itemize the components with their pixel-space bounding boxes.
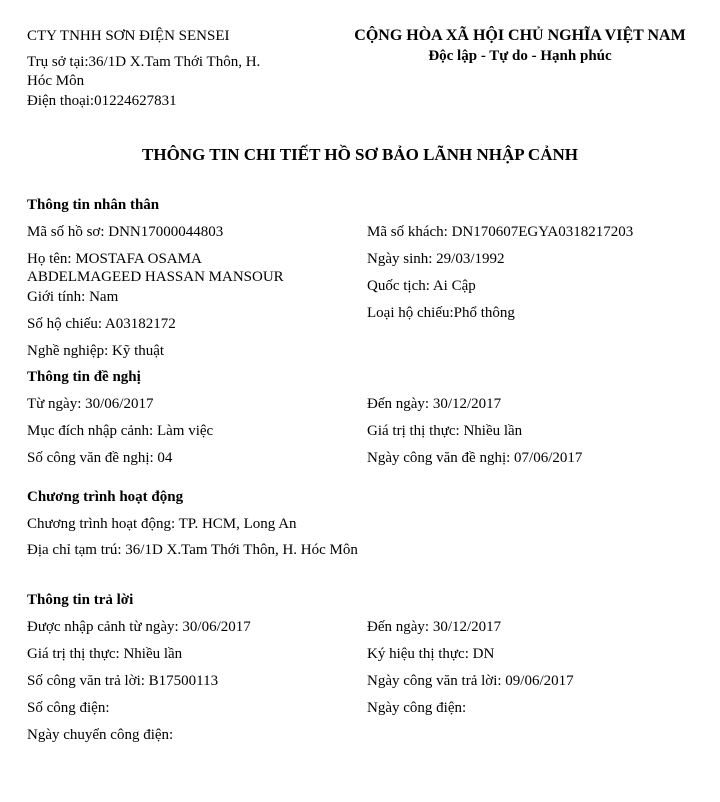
section-heading-reply: Thông tin trả lời [27,592,134,608]
file-number: Mã số hồ sơ: DNN17000044803 [27,224,224,240]
occupation: Nghề nghiệp: Kỹ thuật [27,343,165,359]
section-heading-request: Thông tin đề nghị [27,369,141,385]
telegram-date: Ngày công điện: [367,700,467,716]
nationality: Quốc tịch: Ai Cập [367,278,476,294]
guest-code: Mã số khách: DN170607EGYA0318217203 [367,224,634,240]
reply-visa-validity: Giá trị thị thực: Nhiều lần [27,646,183,662]
activity-program: Chương trình hoạt động: TP. HCM, Long An [27,516,297,532]
reply-to-date: Đến ngày: 30/12/2017 [367,619,502,635]
section-heading-personal: Thông tin nhân thân [27,197,160,213]
document-title: THÔNG TIN CHI TIẾT HỒ SƠ BẢO LÃNH NHẬP CẢNH [142,145,578,164]
nation-motto: Độc lập - Tự do - Hạnh phúc [428,48,612,64]
request-doc-number: Số công văn đề nghị: 04 [27,450,173,466]
gender: Giới tính: Nam [27,289,119,305]
request-doc-date: Ngày công văn đề nghị: 07/06/2017 [367,450,583,466]
telegram-number: Số công điện: [27,700,110,716]
company-address-line1: Trụ sở tại:36/1D X.Tam Thới Thôn, H. [27,54,261,70]
company-address-line2: Hóc Môn [27,73,85,89]
entry-purpose: Mục đích nhập cảnh: Làm việc [27,423,214,439]
visa-symbol: Ký hiệu thị thực: DN [367,646,495,662]
telegram-transfer-date: Ngày chuyển công điện: [27,727,174,743]
request-to-date: Đến ngày: 30/12/2017 [367,396,502,412]
date-of-birth: Ngày sinh: 29/03/1992 [367,251,505,267]
passport-type: Loại hộ chiếu:Phổ thông [367,305,515,321]
passport-number: Số hộ chiếu: A03182172 [27,316,176,332]
request-visa-validity: Giá trị thị thực: Nhiều lần [367,423,523,439]
reply-doc-number: Số công văn trả lời: B17500113 [27,673,219,689]
nation-name: CỘNG HÒA XÃ HỘI CHỦ NGHĨA VIỆT NAM [354,27,686,44]
company-phone: Điện thoại:01224627831 [27,93,177,109]
full-name-line1: Họ tên: MOSTAFA OSAMA [27,251,202,267]
section-heading-program: Chương trình hoạt động [27,489,184,505]
temporary-address: Địa chỉ tạm trú: 36/1D X.Tam Thới Thôn, H. Hóc Môn [27,542,358,558]
entry-from-date: Được nhập cảnh từ ngày: 30/06/2017 [27,619,251,635]
company-name: CTY TNHH SƠN ĐIỆN SENSEI [27,28,230,44]
full-name-line2: ABDELMAGEED HASSAN MANSOUR [27,269,284,285]
request-from-date: Từ ngày: 30/06/2017 [27,396,154,412]
reply-doc-date: Ngày công văn trả lời: 09/06/2017 [367,673,574,689]
